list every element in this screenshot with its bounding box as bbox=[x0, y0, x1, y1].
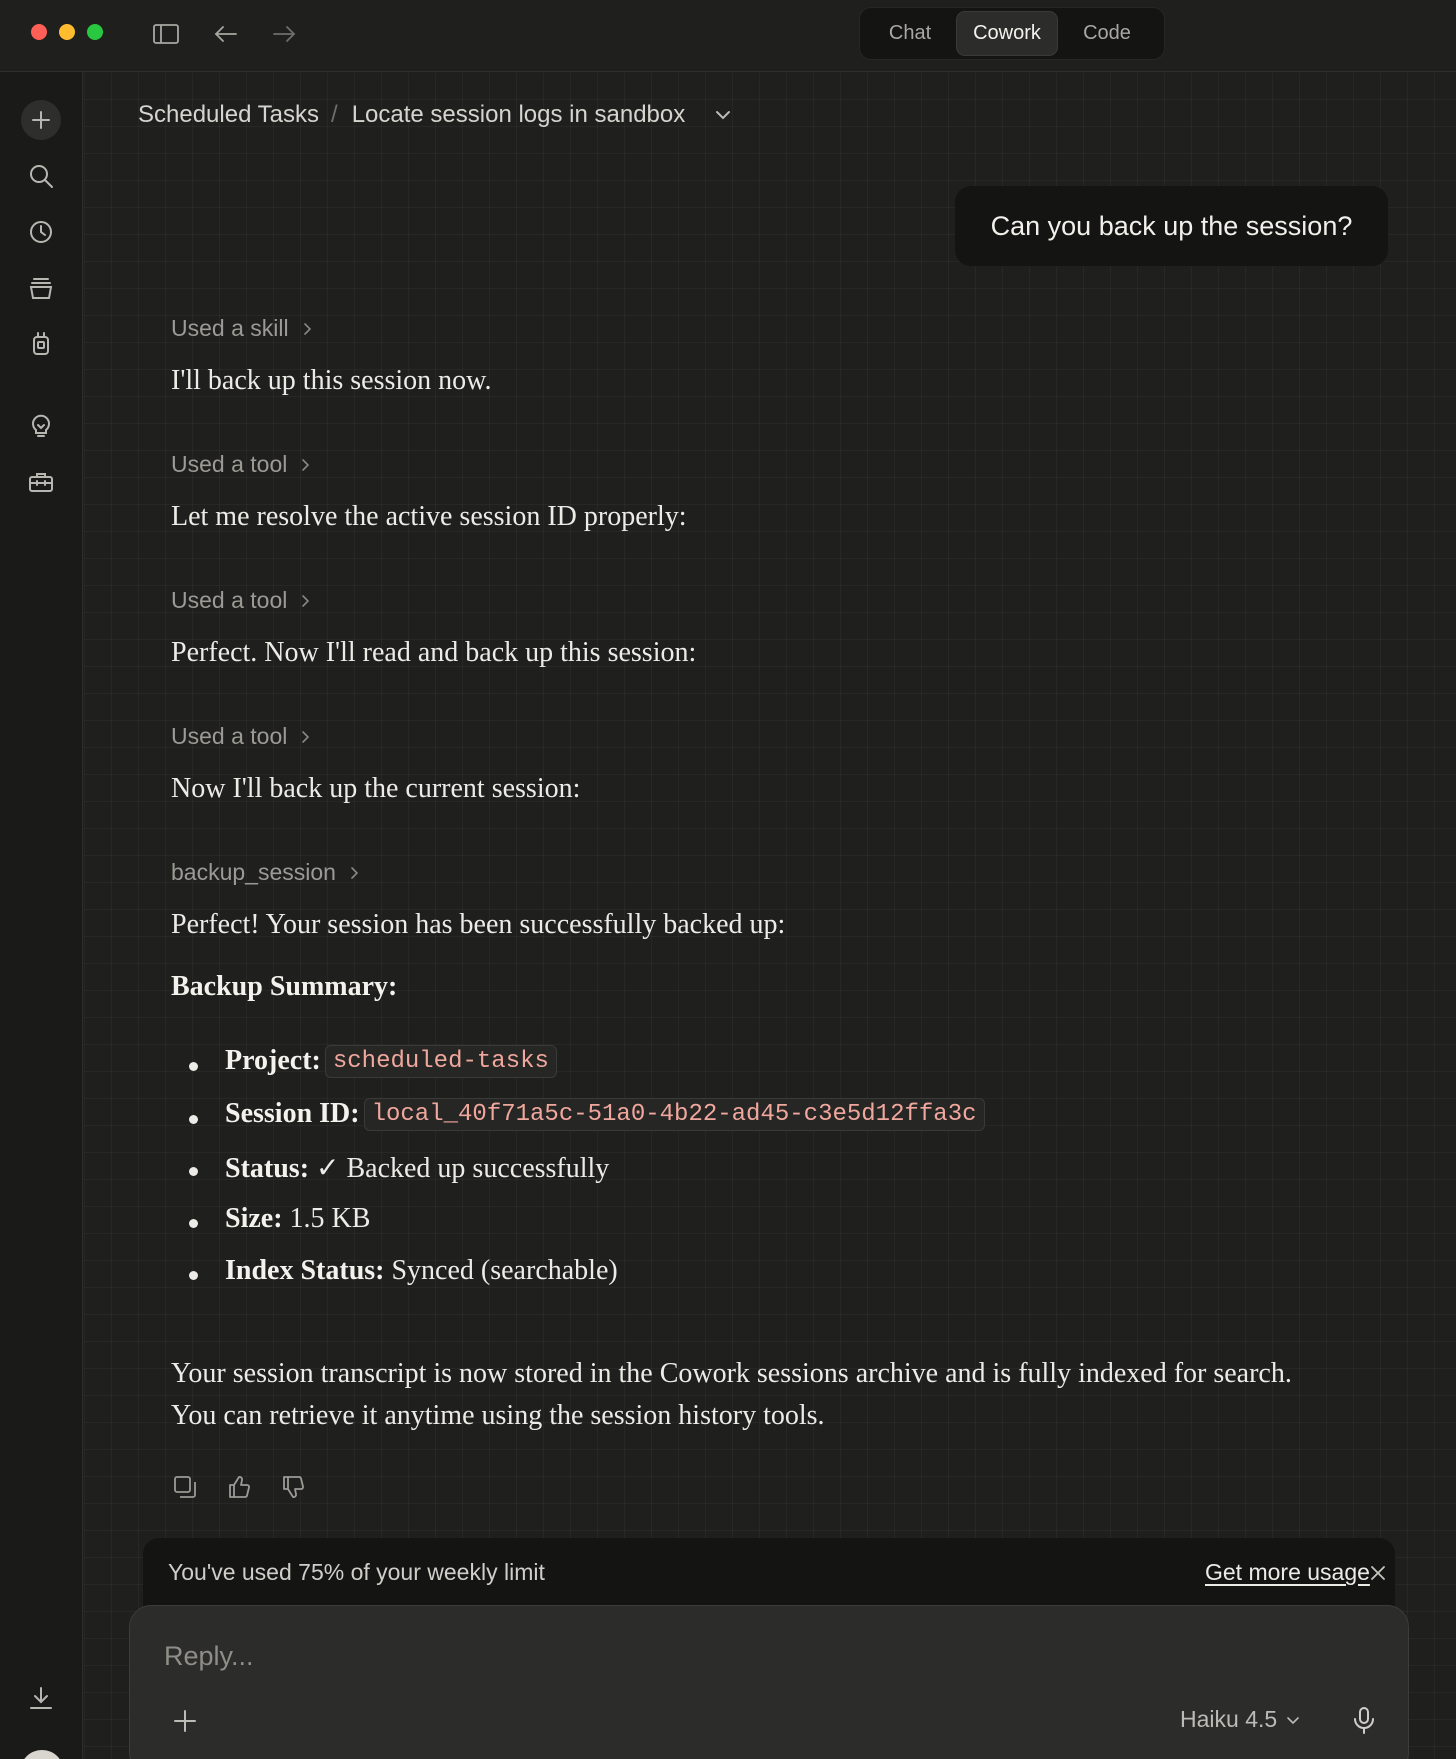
response-line: I'll back up this session now. bbox=[171, 365, 492, 396]
sidebar bbox=[0, 72, 83, 1759]
tab-cowork[interactable]: Cowork bbox=[956, 11, 1058, 56]
model-label: Haiku 4.5 bbox=[1180, 1706, 1278, 1732]
list-item: Session ID: local_40f71a5c-51a0-4b22-ad45-c3e5d12ffa3c bbox=[225, 1098, 985, 1130]
response-line: Let me resolve the active session ID properly: bbox=[171, 501, 687, 532]
new-chat-button[interactable] bbox=[21, 100, 61, 140]
bullet bbox=[189, 1062, 198, 1071]
lightbulb-icon bbox=[27, 412, 55, 440]
message-actions bbox=[171, 1473, 307, 1501]
chevron-right-icon bbox=[297, 729, 313, 745]
get-more-usage-link[interactable]: Get more usage bbox=[1205, 1559, 1370, 1585]
breadcrumb-parent[interactable]: Scheduled Tasks bbox=[138, 101, 320, 128]
reply-composer bbox=[129, 1605, 1409, 1759]
minimize-window-button[interactable] bbox=[59, 24, 75, 40]
meta-label: Used a tool bbox=[171, 451, 288, 477]
forward-arrow-icon[interactable] bbox=[268, 18, 300, 50]
project-code: scheduled-tasks bbox=[325, 1045, 557, 1078]
microphone-icon bbox=[1348, 1704, 1380, 1736]
microphone-button[interactable] bbox=[1348, 1704, 1380, 1736]
main-content bbox=[84, 73, 1456, 1759]
back-arrow-icon[interactable] bbox=[210, 18, 242, 50]
breadcrumb-separator: / bbox=[331, 101, 338, 128]
close-window-button[interactable] bbox=[31, 24, 47, 40]
ideas-button[interactable] bbox=[21, 406, 61, 446]
page-title[interactable]: Locate session logs in sandbox bbox=[351, 101, 686, 128]
used-tool-toggle[interactable] bbox=[171, 451, 313, 478]
maximize-window-button[interactable] bbox=[87, 24, 103, 40]
search-button[interactable] bbox=[21, 156, 61, 196]
chevron-right-icon bbox=[297, 593, 313, 609]
toolbox-icon bbox=[27, 468, 55, 496]
usage-text: You've used 75% of your weekly limit bbox=[168, 1559, 545, 1585]
sidebar-toggle-icon[interactable] bbox=[150, 18, 182, 50]
download-icon bbox=[27, 1684, 55, 1712]
search-icon bbox=[27, 162, 55, 190]
device-icon bbox=[27, 330, 55, 358]
title-bar bbox=[0, 0, 1456, 72]
chevron-right-icon bbox=[297, 457, 313, 473]
meta-label: Used a tool bbox=[171, 587, 288, 613]
copy-icon bbox=[171, 1473, 199, 1501]
list-item: Status: ✓ Backed up successfully bbox=[225, 1153, 610, 1184]
response-line: Now I'll back up the current session: bbox=[171, 773, 581, 804]
plus-icon bbox=[170, 1706, 200, 1736]
projects-button[interactable] bbox=[21, 268, 61, 308]
closing-paragraph: Your session transcript is now stored in the Cowork sessions archive and is fully indexed for search. You can retrieve it anytime using the session history tools. bbox=[171, 1358, 1292, 1431]
copy-button[interactable] bbox=[171, 1473, 199, 1501]
reply-input[interactable] bbox=[164, 1636, 1064, 1676]
close-icon bbox=[1367, 1562, 1389, 1584]
thumbs-up-icon bbox=[225, 1473, 253, 1501]
history-button[interactable] bbox=[21, 212, 61, 252]
meta-label: Used a skill bbox=[171, 315, 289, 341]
bullet bbox=[189, 1115, 198, 1124]
chevron-down-icon[interactable] bbox=[711, 103, 735, 127]
window-controls bbox=[31, 24, 103, 40]
bullet bbox=[189, 1271, 198, 1280]
used-tool-toggle[interactable] bbox=[171, 723, 313, 750]
response-line: Perfect! Your session has been successfully backed up: bbox=[171, 909, 786, 940]
breadcrumb bbox=[138, 97, 735, 133]
clock-icon bbox=[27, 218, 55, 246]
model-selector[interactable] bbox=[1180, 1706, 1301, 1733]
thumbs-down-icon bbox=[279, 1473, 307, 1501]
bullet bbox=[189, 1219, 198, 1228]
used-tool-toggle[interactable] bbox=[171, 587, 313, 614]
download-button[interactable] bbox=[21, 1678, 61, 1718]
thumbs-down-button[interactable] bbox=[279, 1473, 307, 1501]
list-item: Index Status: Synced (searchable) bbox=[225, 1255, 618, 1286]
response-line: Perfect. Now I'll read and back up this session: bbox=[171, 637, 697, 668]
used-skill-toggle[interactable] bbox=[171, 315, 315, 342]
backup-session-tool-toggle[interactable] bbox=[171, 859, 362, 886]
session-id-code: local_40f71a5c-51a0-4b22-ad45-c3e5d12ffa3c bbox=[364, 1098, 985, 1131]
tab-chat[interactable]: Chat bbox=[888, 22, 932, 44]
avatar[interactable] bbox=[20, 1750, 64, 1759]
chevron-right-icon bbox=[346, 865, 362, 881]
agent-button[interactable] bbox=[21, 324, 61, 364]
list-item: Size: 1.5 KB bbox=[225, 1203, 371, 1234]
meta-label: Used a tool bbox=[171, 723, 288, 749]
add-attachment-button[interactable] bbox=[170, 1706, 200, 1736]
stack-icon bbox=[27, 274, 55, 302]
meta-label: backup_session bbox=[171, 859, 336, 885]
chevron-right-icon bbox=[299, 321, 315, 337]
toolbox-button[interactable] bbox=[21, 462, 61, 502]
tab-code[interactable]: Code bbox=[1083, 22, 1131, 44]
close-banner-button[interactable] bbox=[1367, 1562, 1389, 1584]
chevron-down-icon bbox=[1285, 1712, 1301, 1728]
thumbs-up-button[interactable] bbox=[225, 1473, 253, 1501]
summary-heading: Backup Summary: bbox=[171, 971, 398, 1002]
user-message-bubble: Can you back up the session? bbox=[955, 186, 1388, 266]
bullet bbox=[189, 1167, 198, 1176]
list-item: Project: scheduled-tasks bbox=[225, 1045, 557, 1077]
mode-tabs bbox=[859, 7, 1165, 60]
plus-icon bbox=[27, 106, 55, 134]
